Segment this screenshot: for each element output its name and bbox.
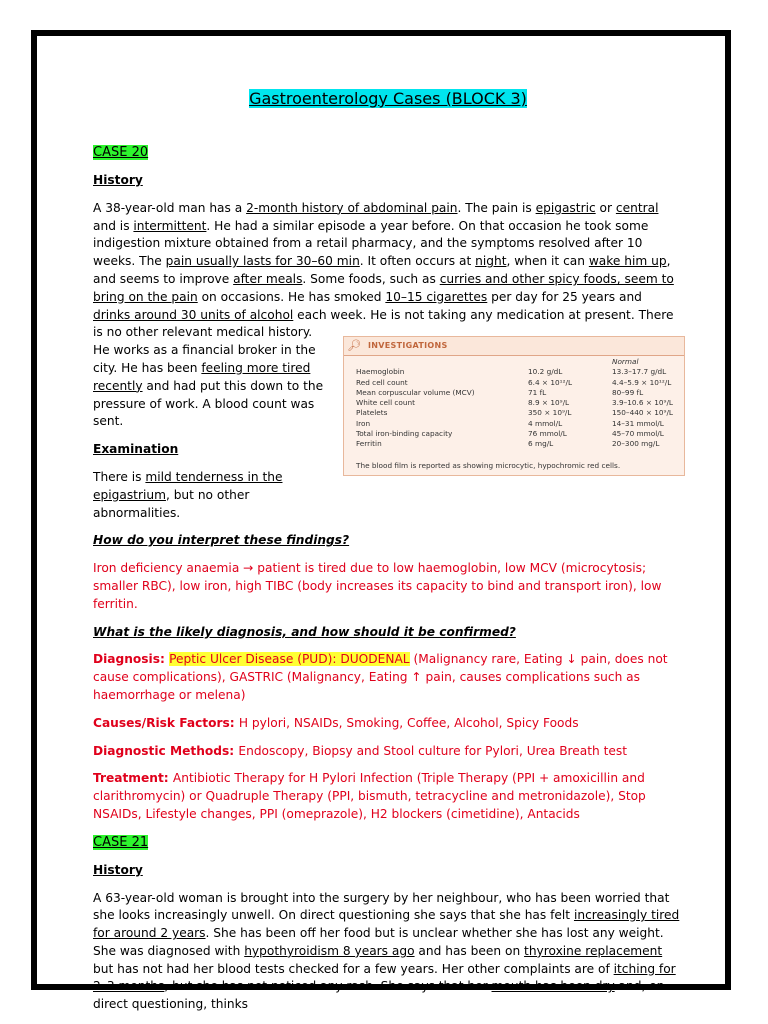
investigation-normal: 45–70 mmol/L: [612, 429, 664, 439]
investigation-value: 10.2 g/dL: [528, 367, 563, 377]
case-20-exam-paragraph: There is mild tenderness in the epigastrium, but no other abnormalities.: [93, 469, 283, 520]
question-1: How do you interpret these findings?: [93, 533, 350, 548]
investigation-normal: 14–31 mmol/L: [612, 418, 664, 428]
investigation-row: [356, 429, 682, 439]
investigation-normal: 20–300 mg/L: [612, 439, 660, 449]
document-body: [93, 88, 683, 1024]
investigation-row: [356, 419, 682, 429]
investigation-value: 6 mg/L: [528, 439, 554, 449]
diagnosis-paragraph: Diagnosis: Peptic Ulcer Disease (PUD): DUODENAL (Malignancy rare, Eating ↓ pain, does not cause complications), GASTRIC (Malignancy, Eating ↑ pain, causes complications such as haemorrhage or melena): [93, 652, 668, 702]
investigation-row: [356, 378, 682, 388]
investigation-value: 350 × 10⁹/L: [528, 408, 572, 418]
investigation-row: [356, 398, 682, 408]
investigation-row: [356, 388, 682, 398]
investigation-normal: 4.4–5.9 × 10¹²/L: [612, 377, 672, 387]
investigation-name: Haemoglobin: [356, 367, 405, 377]
investigation-name: White cell count: [356, 398, 415, 408]
investigation-normal: 3.9–10.6 × 10⁹/L: [612, 398, 673, 408]
answer-1: Iron deficiency anaemia → patient is tired due to low haemoglobin, low MCV (microcytosis; smaller RBC), low iron, high TIBC (body increases its capacity to bind and transport iron), low ferritin.: [93, 561, 662, 611]
case-20-label: CASE 20: [93, 145, 149, 160]
investigation-value: 4 mmol/L: [528, 418, 563, 428]
case-20-history-heading: History: [93, 173, 143, 187]
investigation-row: [356, 439, 682, 449]
investigation-value: 8.9 × 10⁹/L: [528, 398, 570, 408]
investigation-name: Ferritin: [356, 439, 382, 449]
case-21-history-heading: History: [93, 862, 143, 877]
case-21-history-paragraph: A 63-year-old woman is brought into the surgery by her neighbour, who has been worried that she looks increasingly unwell. On direct questioning she says that she has felt increasingly tired for around 2 years. She has been off her food but is unclear whether she has lost any weight. She was diagnosed with hypothyroidism 8 years ago and has been on thyroxine replacement but has not had her blood tests checked for a few years. Her other complaints are of itching for 2–3 months, but she has not noticed any rash. She says that her mouth has been dry and, on direct questioning, thinks: [93, 890, 680, 1012]
investigation-name: Red cell count: [356, 377, 408, 387]
treatment-paragraph: Treatment: Antibiotic Therapy for H Pylori Infection (Triple Therapy (PPI + amoxicillin and clarithromycin) or Quadruple Therapy (PPI, bismuth, tetracycline and metronidazole), Stop NSAIDs, Lifestyle changes, PPI (omeprazole), H2 blockers (cimetidine), Antacids: [93, 771, 646, 821]
investigation-normal: 13.3–17.7 g/dL: [612, 367, 667, 377]
investigations-header: 🔎︎ INVESTIGATIONS: [344, 337, 684, 356]
investigation-row: [356, 408, 682, 418]
investigations-table-image: [343, 336, 685, 476]
case-20-history-paragraph: A 38-year-old man has a 2-month history of abdominal pain. The pain is epigastric or central and is intermittent. He had a similar episode a year before. On that occasion he took some indigestion mixture obtained from a retail pharmacy, and the symptoms resolved after 10 weeks. The pain usually lasts for 30–60 min. It often occurs at night, when it can wake him up, and seems to improve after meals. Some foods, such as curries and other spicy foods, seem to bring on the pain on occasions. He has smoked 10–15 cigarettes per day for 25 years and drinks around 30 units of alcohol each week. He is not taking any medication at present. There is no other relevant medical history. He works as a financial broker in the city. He has been feeling more tired recently and had put this down to the pressure of work. A blood count was sent.: [93, 200, 683, 431]
investigation-name: Iron: [356, 418, 371, 428]
case-21-label: CASE 21: [93, 834, 149, 850]
investigation-value: 6.4 × 10¹²/L: [528, 377, 573, 387]
investigation-name: Total iron-binding capacity: [356, 429, 453, 439]
question-2: What is the likely diagnosis, and how should it be confirmed?: [93, 624, 516, 639]
investigation-name: Mean corpuscular volume (MCV): [356, 387, 475, 397]
investigation-row: [356, 367, 682, 377]
investigation-name: Platelets: [356, 408, 388, 418]
case-20-exam-heading: Examination: [93, 442, 179, 457]
investigations-table: [356, 357, 682, 450]
investigations-footnote: The blood film is reported as showing microcytic, hypochromic red cells.: [356, 461, 621, 470]
normal-column-label: Normal: [612, 357, 639, 366]
investigation-value: 71 fL: [528, 387, 547, 397]
document-title: Gastroenterology Cases (BLOCK 3): [249, 89, 527, 108]
diagnostic-methods-paragraph: Diagnostic Methods: Endoscopy, Biopsy and Stool culture for Pylori, Urea Breath test: [93, 743, 628, 758]
magnifier-icon: 🔎︎: [347, 339, 361, 352]
investigation-normal: 80–99 fL: [612, 387, 644, 397]
investigation-normal: 150–440 × 10⁹/L: [612, 408, 673, 418]
investigation-value: 76 mmol/L: [528, 429, 567, 439]
causes-paragraph: Causes/Risk Factors: H pylori, NSAIDs, Smoking, Coffee, Alcohol, Spicy Foods: [93, 715, 579, 730]
